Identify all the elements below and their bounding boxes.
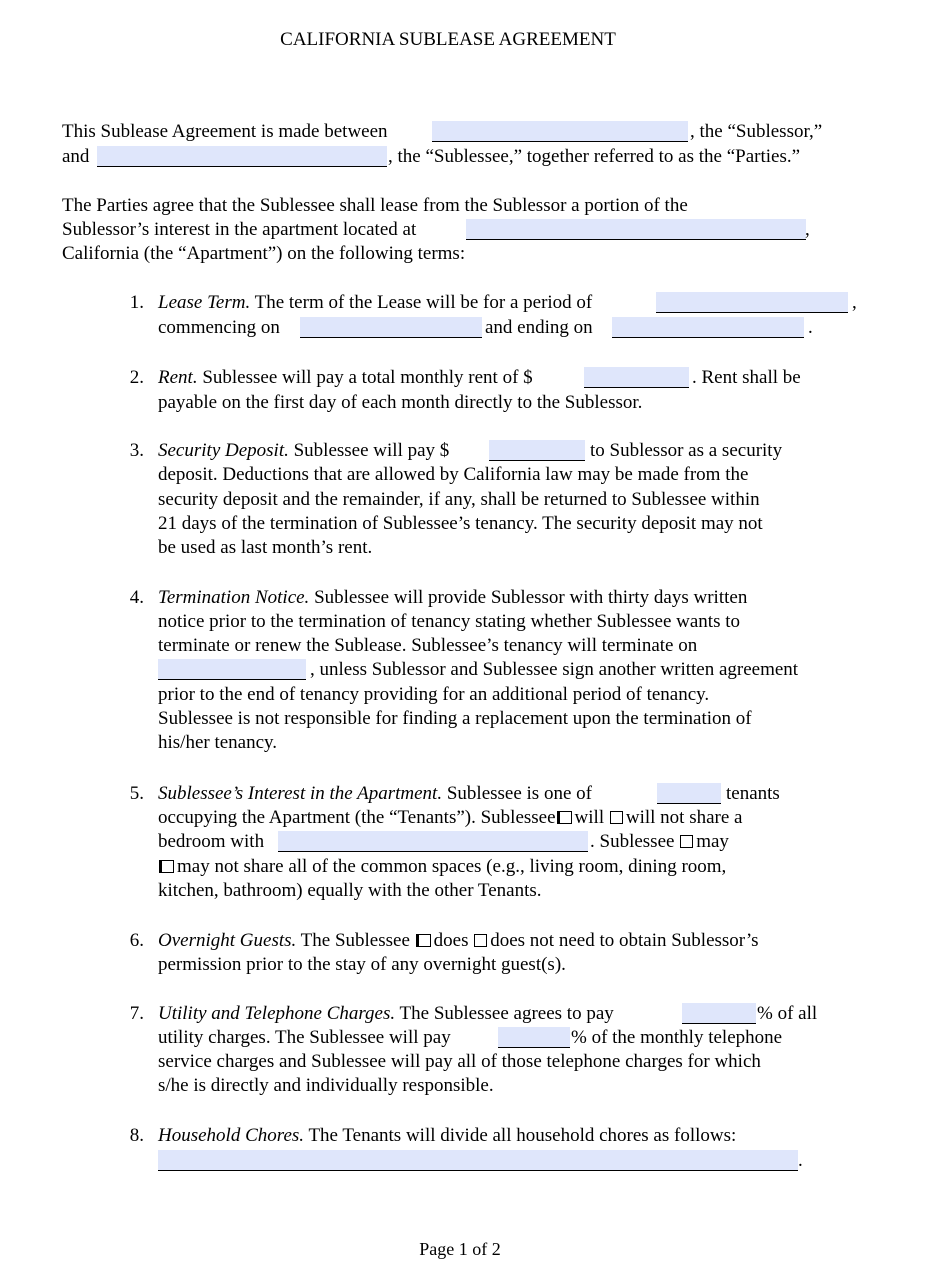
- document-title: CALIFORNIA SUBLEASE AGREEMENT: [280, 29, 616, 50]
- section-text: The Tenants will divide all household chores as follows:: [304, 1125, 737, 1146]
- termination-line-1: [158, 587, 747, 609]
- section-text: The Sublessee agrees to pay: [395, 1003, 614, 1024]
- utility-percent-field[interactable]: [682, 1003, 756, 1024]
- section-text: The term of the Lease will be for a period of: [250, 292, 593, 313]
- tenants-label: tenants: [726, 783, 780, 804]
- section-number: 7.: [129, 1003, 144, 1024]
- parties-line-1: The Parties agree that the Sublessee shall lease from the Sublessor a portion of the: [62, 195, 688, 216]
- termination-line-4: , unless Sublessor and Sublessee sign another written agreement: [310, 659, 799, 680]
- section-text: Sublessee will pay a total monthly rent of $: [197, 367, 533, 388]
- sublessor-label: , the “Sublessor,”: [690, 121, 823, 142]
- lease-period-field[interactable]: [656, 292, 848, 313]
- end-date-field[interactable]: [612, 317, 804, 338]
- section-text: Sublessee will provide Sublessor with thirty days written: [309, 587, 748, 608]
- guests-line-2: permission prior to the stay of any overnight guest(s).: [158, 954, 566, 975]
- intro-and: and: [62, 146, 90, 167]
- does-not-checkbox[interactable]: [474, 934, 487, 947]
- section-heading: Utility and Telephone Charges.: [158, 1003, 396, 1024]
- section-heading: Overnight Guests.: [158, 930, 297, 951]
- section-number: 2.: [129, 367, 144, 388]
- does-checkbox[interactable]: [416, 934, 431, 947]
- sublessor-name-field[interactable]: [432, 121, 688, 142]
- section-heading: Security Deposit.: [158, 440, 289, 461]
- section-text: . Sublessee: [590, 831, 675, 852]
- apartment-address-field[interactable]: [466, 219, 806, 240]
- rent-line-1: [158, 367, 533, 389]
- section-heading: Sublessee’s Interest in the Apartment.: [158, 783, 443, 804]
- utility-line-3: service charges and Sublessee will pay all of those telephone charges for which: [158, 1051, 761, 1072]
- bedroom-share-field[interactable]: [278, 831, 588, 852]
- section-number: 1.: [129, 292, 144, 313]
- interest-line-1: [158, 783, 592, 805]
- chores-line-1: [158, 1125, 736, 1147]
- section-text: Sublessee is one of: [442, 783, 592, 804]
- period: .: [798, 1150, 803, 1171]
- checkbox-label: does: [433, 930, 469, 951]
- checkbox-label: may not share all of the common spaces (e.g., living room, dining room,: [177, 856, 727, 877]
- checkbox-label: will: [574, 807, 605, 828]
- deposit-line-2: deposit. Deductions that are allowed by California law may be made from the: [158, 464, 749, 485]
- comma: ,: [852, 292, 857, 313]
- deposit-line-5: be used as last month’s rent.: [158, 537, 373, 558]
- commencing-label: commencing on: [158, 317, 280, 338]
- telephone-percent-label: % of the monthly telephone: [571, 1027, 783, 1048]
- parties-comma: ,: [805, 219, 810, 240]
- security-deposit-field[interactable]: [489, 440, 585, 461]
- sublessee-label: , the “Sublessee,” together referred to as the “Parties.”: [388, 146, 801, 167]
- period: .: [808, 317, 813, 338]
- ending-label: and ending on: [485, 317, 593, 338]
- parties-line-3: California (the “Apartment”) on the following terms:: [62, 243, 466, 264]
- chores-field[interactable]: [158, 1150, 798, 1171]
- section-number: 5.: [129, 783, 144, 804]
- section-number: 8.: [129, 1125, 144, 1146]
- checkbox-label: may: [696, 831, 729, 852]
- section-heading: Lease Term.: [158, 292, 251, 313]
- deposit-line-3: security deposit and the remainder, if any, shall be returned to Sublessee within: [158, 489, 760, 510]
- interest-line-5: kitchen, bathroom) equally with the other Tenants.: [158, 880, 542, 901]
- interest-line-4: [158, 856, 726, 878]
- section-heading: Household Chores.: [158, 1125, 305, 1146]
- lease-term-line-1: [158, 292, 592, 314]
- rent-payable-text: . Rent shall be: [692, 367, 801, 388]
- section-number: 3.: [129, 440, 144, 461]
- utility-percent-label: % of all: [757, 1003, 818, 1024]
- termination-date-field[interactable]: [158, 659, 306, 680]
- checkbox-label: does not need to obtain Sublessor’s: [490, 930, 759, 951]
- termination-line-2: notice prior to the termination of tenancy stating whether Sublessee wants to: [158, 611, 740, 632]
- section-number: 4.: [129, 587, 144, 608]
- section-text: Sublessee will pay $: [288, 440, 450, 461]
- section-text: The Sublessee: [296, 930, 410, 951]
- bedroom-label: bedroom with: [158, 831, 265, 852]
- may-not-share-checkbox[interactable]: [159, 860, 174, 873]
- telephone-percent-field[interactable]: [498, 1027, 570, 1048]
- section-heading: Termination Notice.: [158, 587, 310, 608]
- checkbox-label: will not share a: [625, 807, 743, 828]
- termination-line-3: terminate or renew the Sublease. Sublessee’s tenancy will terminate on: [158, 635, 698, 656]
- will-share-checkbox[interactable]: [557, 811, 572, 824]
- utility-line-1: [158, 1003, 614, 1025]
- utility-line-2: utility charges. The Sublessee will pay: [158, 1027, 451, 1048]
- section-heading: Rent.: [158, 367, 198, 388]
- intro-text: This Sublease Agreement is made between: [62, 121, 388, 142]
- termination-line-6: Sublessee is not responsible for finding a replacement upon the termination of: [158, 708, 752, 729]
- termination-line-7: his/her tenancy.: [158, 732, 278, 753]
- interest-line-2: [158, 807, 742, 829]
- intro-line-1: [62, 121, 388, 143]
- may-share-checkbox[interactable]: [680, 835, 693, 848]
- page-number: Page 1 of 2: [419, 1239, 501, 1259]
- deposit-line-4: 21 days of the termination of Sublessee’s tenancy. The security deposit may not: [158, 513, 763, 534]
- parties-line-2: Sublessor’s interest in the apartment located at: [62, 219, 417, 240]
- utility-line-4: s/he is directly and individually responsible.: [158, 1075, 494, 1096]
- guests-line-1: [158, 930, 759, 952]
- rent-line-2: payable on the first day of each month directly to the Sublessor.: [158, 392, 643, 413]
- deposit-line-1: [158, 440, 449, 462]
- start-date-field[interactable]: [300, 317, 482, 338]
- will-not-share-checkbox[interactable]: [610, 811, 623, 824]
- section-text: occupying the Apartment (the “Tenants”). Sublessee: [158, 807, 556, 828]
- tenant-count-field[interactable]: [657, 783, 721, 804]
- interest-line-3: [590, 831, 729, 853]
- monthly-rent-field[interactable]: [584, 367, 689, 388]
- section-number: 6.: [129, 930, 144, 951]
- sublessee-name-field[interactable]: [97, 146, 387, 167]
- deposit-text: to Sublessor as a security: [590, 440, 783, 461]
- termination-line-5: prior to the end of tenancy providing for an additional period of tenancy.: [158, 684, 710, 705]
